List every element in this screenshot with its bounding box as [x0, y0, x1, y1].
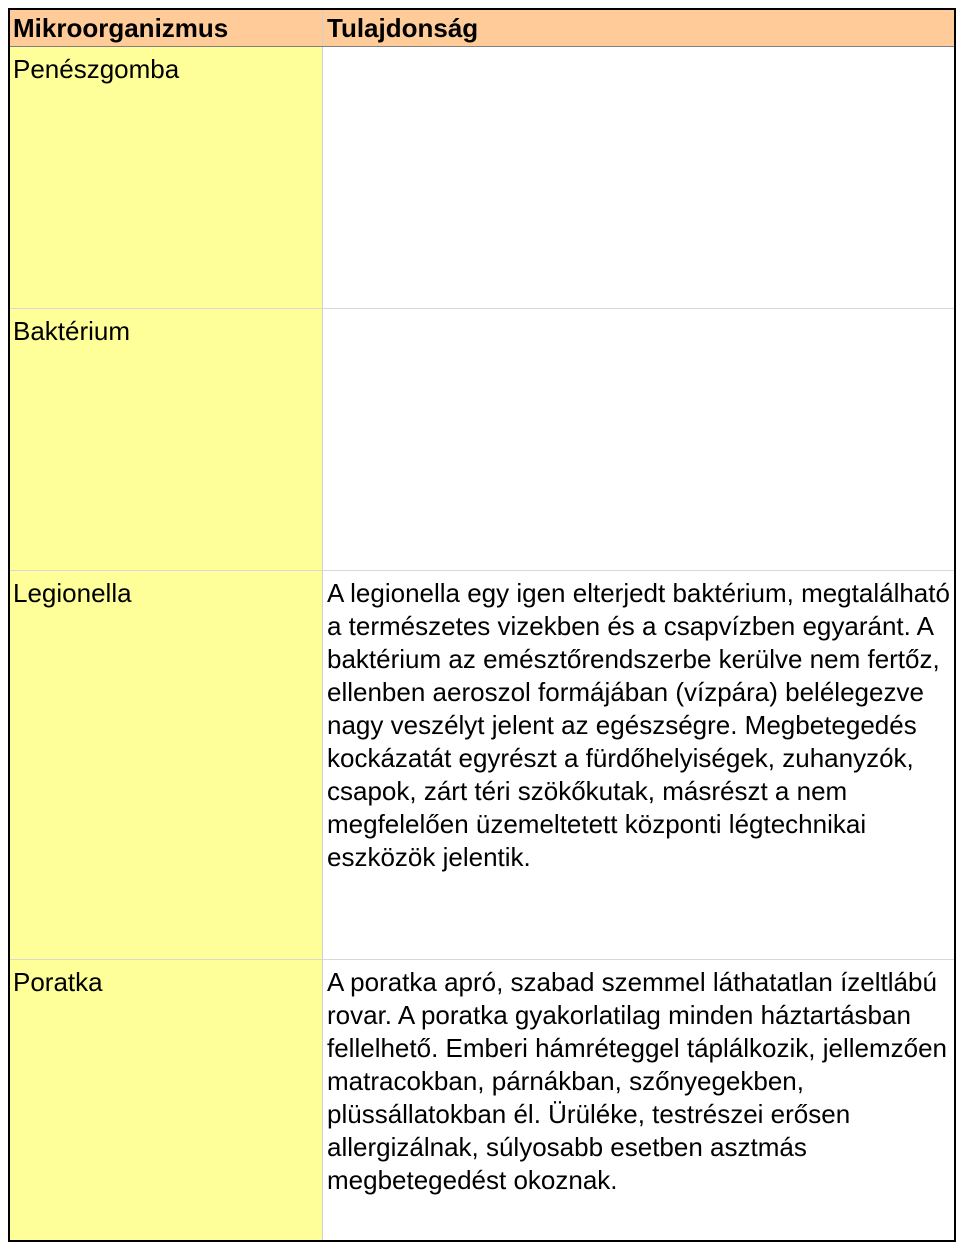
- header-mikroorganizmus: Mikroorganizmus: [10, 10, 323, 46]
- organism-property: [323, 47, 954, 308]
- microorganism-table: [8, 8, 956, 1242]
- organism-name: Legionella: [10, 571, 323, 959]
- organism-property: A legionella egy igen elterjedt baktérium, megtalálható a természetes vizekben és a csapvízben egyaránt. A baktérium az emésztőrendszerbe kerülve nem fertőz, ellenben aeroszol formájában (vízpára) belélegezve nagy veszélyt jelent az egészségre. Megbetegedés kockázatát egyrészt a fürdőhelyiségek, zuhanyzók, csapok, zárt téri szökőkutak, másrészt a nem megfelelően üzemeltetett központi légtechnikai eszközök jelentik.: [323, 571, 954, 959]
- table-row: [10, 571, 954, 960]
- table-header-row: [10, 10, 954, 47]
- table-row: [10, 47, 954, 309]
- organism-name: Baktérium: [10, 309, 323, 570]
- organism-property: A poratka apró, szabad szemmel láthatatlan ízeltlábú rovar. A poratka gyakorlatilag minden háztartásban fellelhető. Emberi hámréteggel táplálkozik, jellemzően matracokban, párnákban, szőnyegekben, plüssállatokban él. Ürüléke, testrészei erősen allergizálnak, súlyosabb esetben asztmás megbetegedést okoznak.: [323, 960, 954, 1240]
- organism-property: [323, 309, 954, 570]
- table-row: [10, 960, 954, 1240]
- table-row: [10, 309, 954, 571]
- organism-name: Penészgomba: [10, 47, 323, 308]
- organism-name: Poratka: [10, 960, 323, 1240]
- header-tulajdonsag: Tulajdonság: [323, 10, 954, 46]
